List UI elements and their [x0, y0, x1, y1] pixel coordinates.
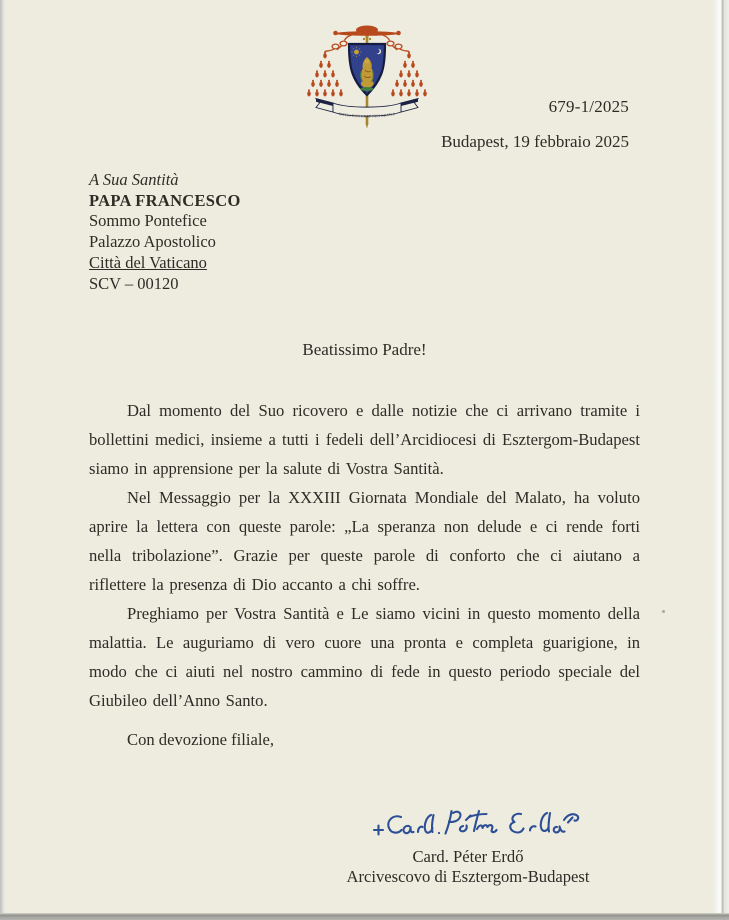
- shield: [349, 44, 385, 95]
- closing-line: Con devozione filiale,: [127, 730, 274, 749]
- galero-tassels-right: [391, 51, 427, 96]
- body-paragraph-2: Nel Messaggio per la XXXIII Giornata Mondiale del Malato, ha voluto aprire la lettera con queste parole: „La speranza non delude e ci rende forti nella tribolazione”. Grazie per queste parole di conforto che ci aiutano a riflettere la presenza di Dio accanto a chi soffre.: [89, 488, 640, 594]
- reference-number: 679-1/2025: [548, 97, 629, 116]
- signature-cross-stroke: [374, 826, 383, 835]
- recipient-honorific: A Sua Santità: [89, 170, 179, 189]
- galero-tassels-left: [307, 51, 343, 96]
- salutation: Beatissimo Padre!: [302, 340, 427, 359]
- scan-edge-bottom: [0, 913, 729, 920]
- signer-name: Card. Péter Erdő: [412, 847, 524, 866]
- recipient-postal-code: SCV – 00120: [89, 273, 179, 293]
- body-paragraph-3: Preghiamo per Vostra Santità e Le siamo vicini in questo momento della malattia. Le auguriamo di vero cuore una pronta e completa guarigione, in modo che ci aiuti nel nostro cammino di fede in questo periodo speciale del Giubileo dell’Anno Santo.: [89, 604, 640, 710]
- dateline: Budapest, 19 febbraio 2025: [441, 132, 629, 151]
- body-paragraph-1: Dal momento del Suo ricovero e dalle notizie che ci arrivano tramite i bollettini medici, insieme a tutti i fedeli dell’Arcidiocesi di Esztergom-Budapest siamo in apprensione per la salute di Vostra Santità.: [89, 401, 640, 478]
- recipient-address-line2: Città del Vaticano: [89, 252, 207, 272]
- scan-edge-left: [0, 0, 5, 920]
- scan-edge-right: [712, 0, 729, 920]
- recipient-title: Sommo Pontefice: [89, 211, 207, 231]
- recipient-address-line1: Palazzo Apostolico: [89, 232, 216, 252]
- motto-text: INITIO NON ERAT NISI GRATIA: [338, 111, 396, 119]
- recipient-address-block: [89, 170, 241, 294]
- typed-signature-block: [290, 847, 646, 887]
- scan-speck: [662, 610, 665, 613]
- recipient-name: PAPA FRANCESCO: [89, 190, 241, 210]
- cardinal-coat-of-arms: [300, 24, 434, 130]
- letter-body: [89, 396, 640, 715]
- galero-hat: [333, 26, 401, 36]
- signer-title: Arcivescovo di Esztergom-Budapest: [346, 867, 590, 886]
